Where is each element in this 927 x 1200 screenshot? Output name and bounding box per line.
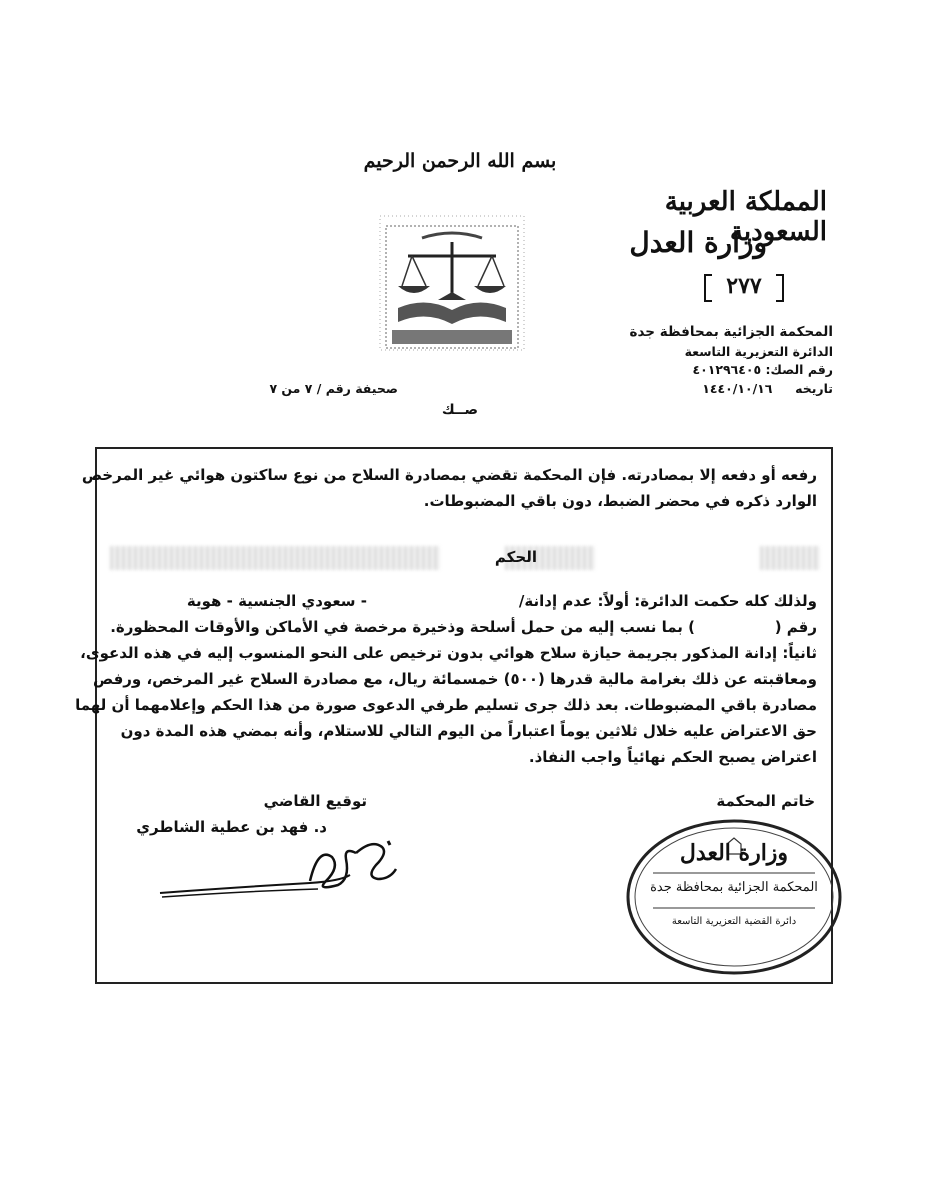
letterhead-kingdom: المملكة العربية السعودية — [664, 187, 827, 247]
court-seal — [625, 818, 843, 976]
body-line-7: مصادرة باقي المضبوطات. بعد ذلك جرى تسليم طرفي الدعوى صورة من هذا الحكم وإعلامهما أن لهما — [75, 696, 817, 714]
ministry-emblem-icon — [378, 212, 526, 352]
redacted-area — [110, 546, 440, 570]
body-line-6: ومعاقبته عن ذلك بغرامة مالية قدرها (٥٠٠) خمسمائة ريال، مع مصادرة السلاح غير المرخص، ورفص — [92, 670, 817, 688]
document-number-text: ٢٧٧ — [726, 273, 762, 299]
body-line-1: رفعه أو دفعه إلا بمصادرته. فإن المحكمة تقضي بمصادرة السلاح من نوع ساكتون هوائي غير المرخص — [81, 466, 817, 484]
date-label: تاريخه — [795, 381, 833, 396]
ref-number-line — [513, 362, 833, 377]
body-line-8: حق الاعتراض عليه خلال ثلاثين يوماً اعتباراً من اليوم التالي للاستلام، وأنه بمضي هذه المدة دون — [120, 722, 817, 740]
page-number: صحيفة رقم / ٧ من ٧ — [269, 381, 398, 396]
body-line-4a: رقم ( — [774, 618, 817, 636]
letterhead-ministry: وزارة العدل — [629, 226, 767, 259]
body-line-3b: - سعودي الجنسية - هوية — [186, 592, 367, 610]
judge-signature-label: توقيع القاضي — [263, 792, 367, 810]
judge-name: د. فهد بن عطية الشاطري — [136, 818, 327, 836]
ref-number-label: رقم الصك: — [765, 362, 833, 377]
court-name: المحكمة الجزائية بمحافظة جدة — [629, 324, 833, 340]
date-value: ١٤٤٠/١٠/١٦ — [702, 381, 773, 396]
seal-label: خاتم المحكمة — [716, 792, 815, 810]
seal-court: المحكمة الجزائية بمحافظة جدة — [650, 880, 818, 895]
judge-signature-icon — [150, 835, 410, 915]
document-type: صــك — [441, 402, 479, 418]
seal-ministry: وزارة العدل — [679, 840, 789, 866]
seal-circuit: دائرة القضية التعزيرية التاسعة — [671, 916, 797, 927]
basmala: بسم الله الرحمن الرحيم — [363, 150, 557, 172]
verdict-heading: الحكم — [494, 548, 537, 566]
body-line-5: ثانياً: إدانة المذكور بجريمة حيازة سلاح هوائي بدون ترخيص على النحو المنسوب إليه في هذه الدعوى، — [80, 644, 817, 662]
court-circuit: الدائرة التعزيرية التاسعة — [684, 344, 833, 359]
body-line-3a: ولذلك كله حكمت الدائرة: أولاً: عدم إدانة/ — [518, 592, 817, 610]
body-line-9: اعتراض يصبح الحكم نهائياً واجب النفاذ. — [528, 748, 817, 766]
body-line-4b: ) بما نسب إليه من حمل أسلحة وذخيرة مرخصة في الأماكن والأوقات المحظورة. — [110, 618, 695, 636]
redacted-area — [760, 546, 820, 570]
date-line — [513, 381, 833, 396]
document-number — [704, 272, 784, 300]
body-line-2: الوارد ذكره في محضر الضبط، دون باقي المضبوطات. — [423, 492, 817, 510]
ref-number-value: ٤٠١٢٩٦٤٠٥ — [692, 362, 762, 377]
